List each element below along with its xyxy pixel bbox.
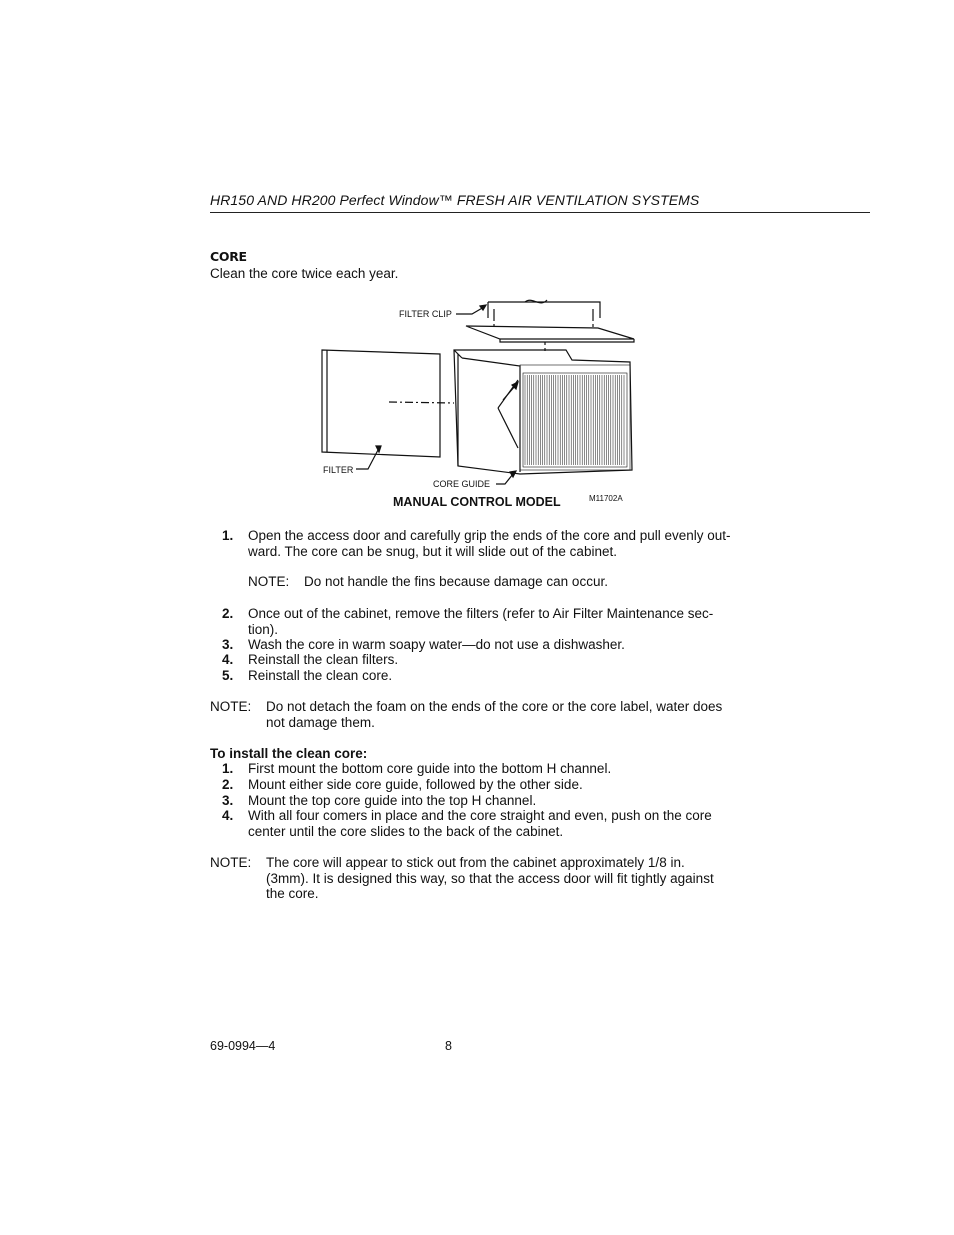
filter-clip-label: FILTER CLIP bbox=[399, 309, 452, 319]
step-text: Reinstall the clean filters. bbox=[248, 652, 399, 667]
step-text: Wash the core in warm soapy water—do not use a dishwasher. bbox=[248, 637, 625, 652]
step-number: 5. bbox=[222, 668, 234, 683]
core-guide-label: CORE GUIDE bbox=[433, 479, 491, 489]
note-label: NOTE: bbox=[210, 855, 252, 870]
section-title: CORE bbox=[210, 249, 247, 264]
filter-drawing bbox=[322, 350, 440, 457]
note-stick-text: The core will appear to stick out from the cabinet approximately 1/8 in. (3mm). It is designed this way, so that the access door will fit tightly against the core. bbox=[266, 855, 714, 902]
core-removal-illustration bbox=[300, 295, 650, 495]
step-text: Mount the top core guide into the top H channel. bbox=[248, 793, 537, 808]
core-fins bbox=[520, 365, 630, 470]
note-label: NOTE: bbox=[210, 699, 252, 714]
install-title: To install the clean core: bbox=[210, 746, 368, 761]
step-text: Mount either side core guide, followed by the other side. bbox=[248, 777, 583, 792]
step-text: With all four comers in place and the core straight and even, push on the core center until the core slides to the back of the cabinet. bbox=[248, 808, 712, 839]
note-fins-text: Do not handle the fins because damage can occur. bbox=[304, 574, 608, 589]
header-rule bbox=[210, 212, 870, 213]
step-number: 2. bbox=[222, 606, 234, 621]
section-intro: Clean the core twice each year. bbox=[210, 266, 399, 281]
step-text: Once out of the cabinet, remove the filters (refer to Air Filter Maintenance sec- tion). bbox=[248, 606, 714, 637]
step-number: 4. bbox=[222, 808, 234, 823]
step-number: 3. bbox=[222, 793, 234, 808]
step-number: 1. bbox=[222, 528, 234, 543]
figure-id: M11702A bbox=[589, 494, 623, 503]
step-number: 4. bbox=[222, 652, 234, 667]
note-foam-text: Do not detach the foam on the ends of the core or the core label, water does not damage them. bbox=[266, 699, 723, 730]
page-number: 8 bbox=[445, 1039, 452, 1053]
running-header: HR150 AND HR200 Perfect Window™ FRESH AIR VENTILATION SYSTEMS bbox=[210, 192, 700, 208]
filter-clip-drawing bbox=[488, 300, 600, 318]
step-number: 1. bbox=[222, 761, 234, 776]
figure-caption: MANUAL CONTROL MODEL bbox=[393, 495, 561, 509]
step-number: 3. bbox=[222, 637, 234, 652]
step-text: First mount the bottom core guide into the bottom H channel. bbox=[248, 761, 612, 776]
step-text: Reinstall the clean core. bbox=[248, 668, 393, 683]
step-number: 2. bbox=[222, 777, 234, 792]
note-label: NOTE: bbox=[248, 574, 290, 589]
doc-number: 69-0994—4 bbox=[210, 1039, 276, 1053]
filter-label: FILTER bbox=[323, 465, 354, 475]
step-text: Open the access door and carefully grip the ends of the core and pull evenly out- ward. The core can be snug, but it will slide out of the cabinet. bbox=[248, 528, 731, 559]
